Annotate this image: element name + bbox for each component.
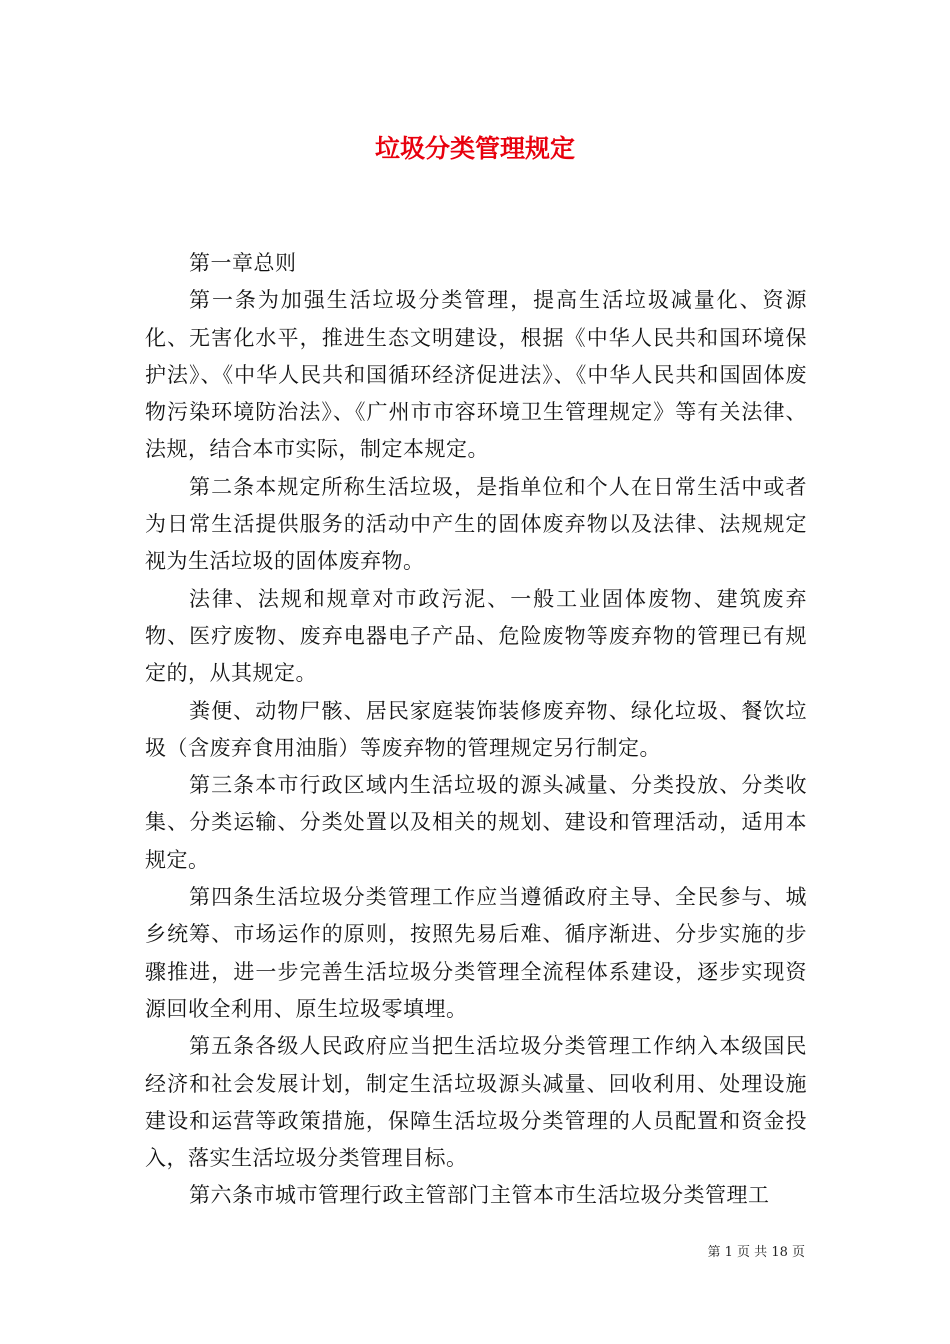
article-3: 第三条本市行政区域内生活垃圾的源头减量、分类投放、分类收集、分类运输、分类处置以及相关的规划、建设和管理活动，适用本规定。 xyxy=(145,773,807,872)
article-4: 第四条生活垃圾分类管理工作应当遵循政府主导、全民参与、城乡统筹、市场运作的原则，按照先易后难、循序渐进、分步实施的步骤推进，进一步完善生活垃圾分类管理全流程体系建设，逐步实现资源回收全利用、原生垃圾零填埋。 xyxy=(145,885,807,1021)
chapter-heading: 第一章总则 xyxy=(189,251,297,275)
article-5: 第五条各级人民政府应当把生活垃圾分类管理工作纳入本级国民经济和社会发展计划，制定生活垃圾源头减量、回收利用、处理设施建设和运营等政策措施，保障生活垃圾分类管理的人员配置和资金投入，落实生活垃圾分类管理目标。 xyxy=(145,1034,807,1171)
article-2-clause-2: 法律、法规和规章对市政污泥、一般工业固体废物、建筑废弃物、医疗废物、废弃电器电子产品、危险废物等废弃物的管理已有规定的，从其规定。 xyxy=(145,586,807,686)
article-2: 第二条本规定所称生活垃圾，是指单位和个人在日常生活中或者为日常生活提供服务的活动中产生的固体废弃物以及法律、法规规定视为生活垃圾的固体废弃物。 xyxy=(145,474,807,574)
article-6: 第六条市城市管理行政主管部门主管本市生活垃圾分类管理工 xyxy=(189,1183,770,1208)
article-2-clause-3: 粪便、动物尸骸、居民家庭装饰装修废弃物、绿化垃圾、餐饮垃圾（含废弃食用油脂）等废弃物的管理规定另行制定。 xyxy=(145,698,807,760)
page-number: 第 1 页 共 18 页 xyxy=(707,1245,805,1260)
document-title: 垃圾分类管理规定 xyxy=(374,134,575,163)
article-1: 第一条为加强生活垃圾分类管理，提高生活垃圾减量化、资源化、无害化水平，推进生态文明建设，根据《中华人民共和国环境保护法》、《中华人民共和国循环经济促进法》、《中华人民共和国固体废物污染环境防治法》、《广州市市容环境卫生管理规定》等有关法律、法规，结合本市实际，制定本规定。 xyxy=(145,288,807,462)
document-body xyxy=(145,245,807,1215)
